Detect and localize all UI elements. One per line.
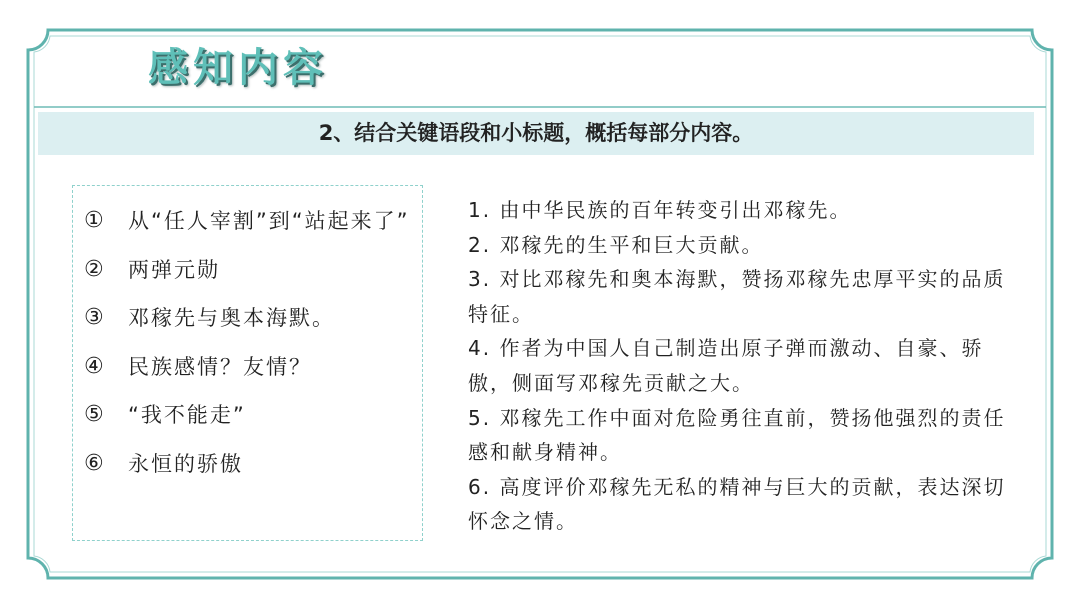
list-item xyxy=(84,343,414,392)
item-number: ④ xyxy=(84,353,104,379)
summary-item: 3. 对比邓稼先和奥本海默，赞扬邓稼先忠厚平实的品质特征。 xyxy=(468,267,1006,326)
item-number: ⑥ xyxy=(84,450,104,476)
subtitle-text: 2、结合关键语段和小标题，概括每部分内容。 xyxy=(318,121,754,145)
section-headings-list xyxy=(84,197,414,488)
summary-item: 6. 高度评价邓稼先无私的精神与巨大的贡献，表达深切怀念之情。 xyxy=(468,474,1006,534)
list-item xyxy=(84,197,414,246)
item-text: 民族感情？友情？ xyxy=(128,354,312,379)
summary-item: 2. 邓稼先的生平和巨大贡献。 xyxy=(468,232,764,257)
list-item xyxy=(84,440,414,489)
item-number: ⑤ xyxy=(84,402,104,427)
item-number: ③ xyxy=(84,305,104,330)
page-title: 感知内容 xyxy=(148,45,328,91)
item-text: 永恒的骄傲 xyxy=(128,451,243,476)
item-text: 邓稼先与奥本海默。 xyxy=(128,306,335,330)
item-number: ② xyxy=(84,256,104,282)
summary-item: 4. 作者为中国人自己制造出原子弹而激动、自豪、骄傲，侧面写邓稼先贡献之大。 xyxy=(468,336,984,395)
summary-item: 1. 由中华民族的百年转变引出邓稼先。 xyxy=(468,198,852,222)
item-number: ① xyxy=(84,208,104,233)
subtitle-bar xyxy=(38,112,1034,155)
list-item xyxy=(84,391,414,440)
summary-item: 5. 邓稼先工作中面对危险勇往直前，赞扬他强烈的责任感和献身精神。 xyxy=(468,405,1006,465)
item-text: “我不能走” xyxy=(128,403,246,427)
list-item xyxy=(84,294,414,343)
list-item xyxy=(84,246,414,295)
item-text: 从“任人宰割”到“站起来了” xyxy=(128,209,410,233)
item-text: 两弹元勋 xyxy=(128,257,220,282)
section-summaries-list xyxy=(468,193,1008,539)
